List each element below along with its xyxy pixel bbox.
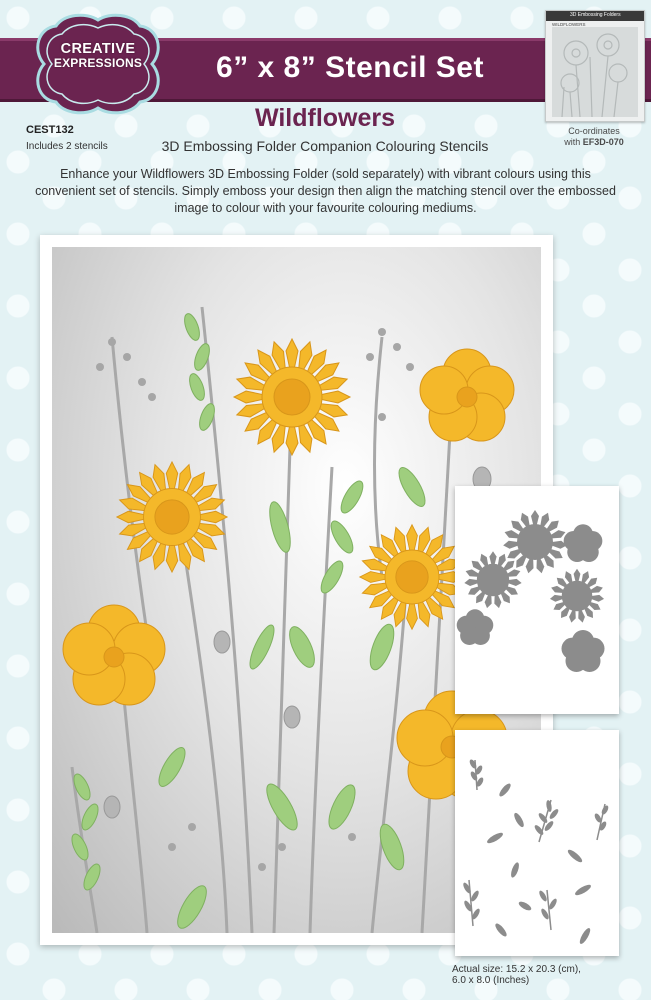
stencil-leaf-sprig xyxy=(593,804,609,840)
banner-title: 6” x 8” Stencil Set xyxy=(216,51,484,84)
coordinates-prefix: with xyxy=(564,137,581,147)
sunflower-left xyxy=(117,462,227,572)
brand-line2: EXPRESSIONS xyxy=(53,56,143,70)
stencil-sunflower-shape xyxy=(464,551,522,609)
stencil-leaf xyxy=(509,861,520,878)
thumbnail-header-strip xyxy=(546,11,644,21)
thumbnail-art xyxy=(552,27,638,117)
actual-size-line1: Actual size: 15.2 x 20.3 (cm), xyxy=(452,964,581,975)
actual-size-line2: 6.0 x 8.0 (Inches) xyxy=(452,975,530,986)
product-code: CEST132 xyxy=(26,124,74,136)
coordinates-note xyxy=(545,126,643,148)
stencil-flowers xyxy=(455,486,619,714)
stencil-leaf xyxy=(517,900,532,912)
product-subtitle: 3D Embossing Folder Companion Colouring Stencils xyxy=(161,138,489,154)
stencil-flower-shape xyxy=(457,609,494,645)
stencil-leaf xyxy=(566,848,584,864)
stencil-leaf-sprig xyxy=(533,800,560,842)
sunflower-top xyxy=(234,339,350,455)
coordinates-label: Co-ordinates xyxy=(568,126,620,136)
stencil-leaf-sprig xyxy=(468,758,484,790)
actual-size-note xyxy=(452,964,632,986)
stencil-leaves xyxy=(455,730,619,956)
flower-top-right xyxy=(420,349,514,441)
brand-name xyxy=(40,42,156,70)
flower-lower-left xyxy=(63,605,165,705)
stencil-flower-shape xyxy=(562,630,605,672)
stencil-leaf-sprig xyxy=(538,890,558,930)
stencil-leaf xyxy=(578,927,592,946)
stencil-sunflower-shape xyxy=(550,569,605,624)
stencil-leaf xyxy=(498,782,513,798)
stencil-leaf xyxy=(512,812,525,829)
product-name: Wildflowers xyxy=(254,104,396,132)
thumbnail-header-text: 3D Embossing Folders xyxy=(570,12,621,18)
stencil-leaf xyxy=(574,883,593,897)
product-description: Enhance your Wildflowers 3D Embossing Folder (sold separately) with vibrant colours using this convenient set of stencils. Simply emboss your design then align the matching stencil over the embossed image to colour with your favourite colouring mediums. xyxy=(35,167,616,215)
stencil-leaf xyxy=(486,831,505,845)
stencil-leaf-sprig xyxy=(462,880,481,926)
stencil-leaf xyxy=(494,922,509,938)
embossing-folder-thumbnail xyxy=(545,10,645,122)
stencil-flower-shape xyxy=(564,524,603,562)
includes-note: Includes 2 stencils xyxy=(26,141,108,152)
sunflower-right xyxy=(360,525,464,629)
brand-line1: CREATIVE xyxy=(60,41,136,57)
coordinates-code: EF3D-070 xyxy=(582,137,624,147)
thumbnail-name: WILDFLOWERS xyxy=(552,22,586,27)
